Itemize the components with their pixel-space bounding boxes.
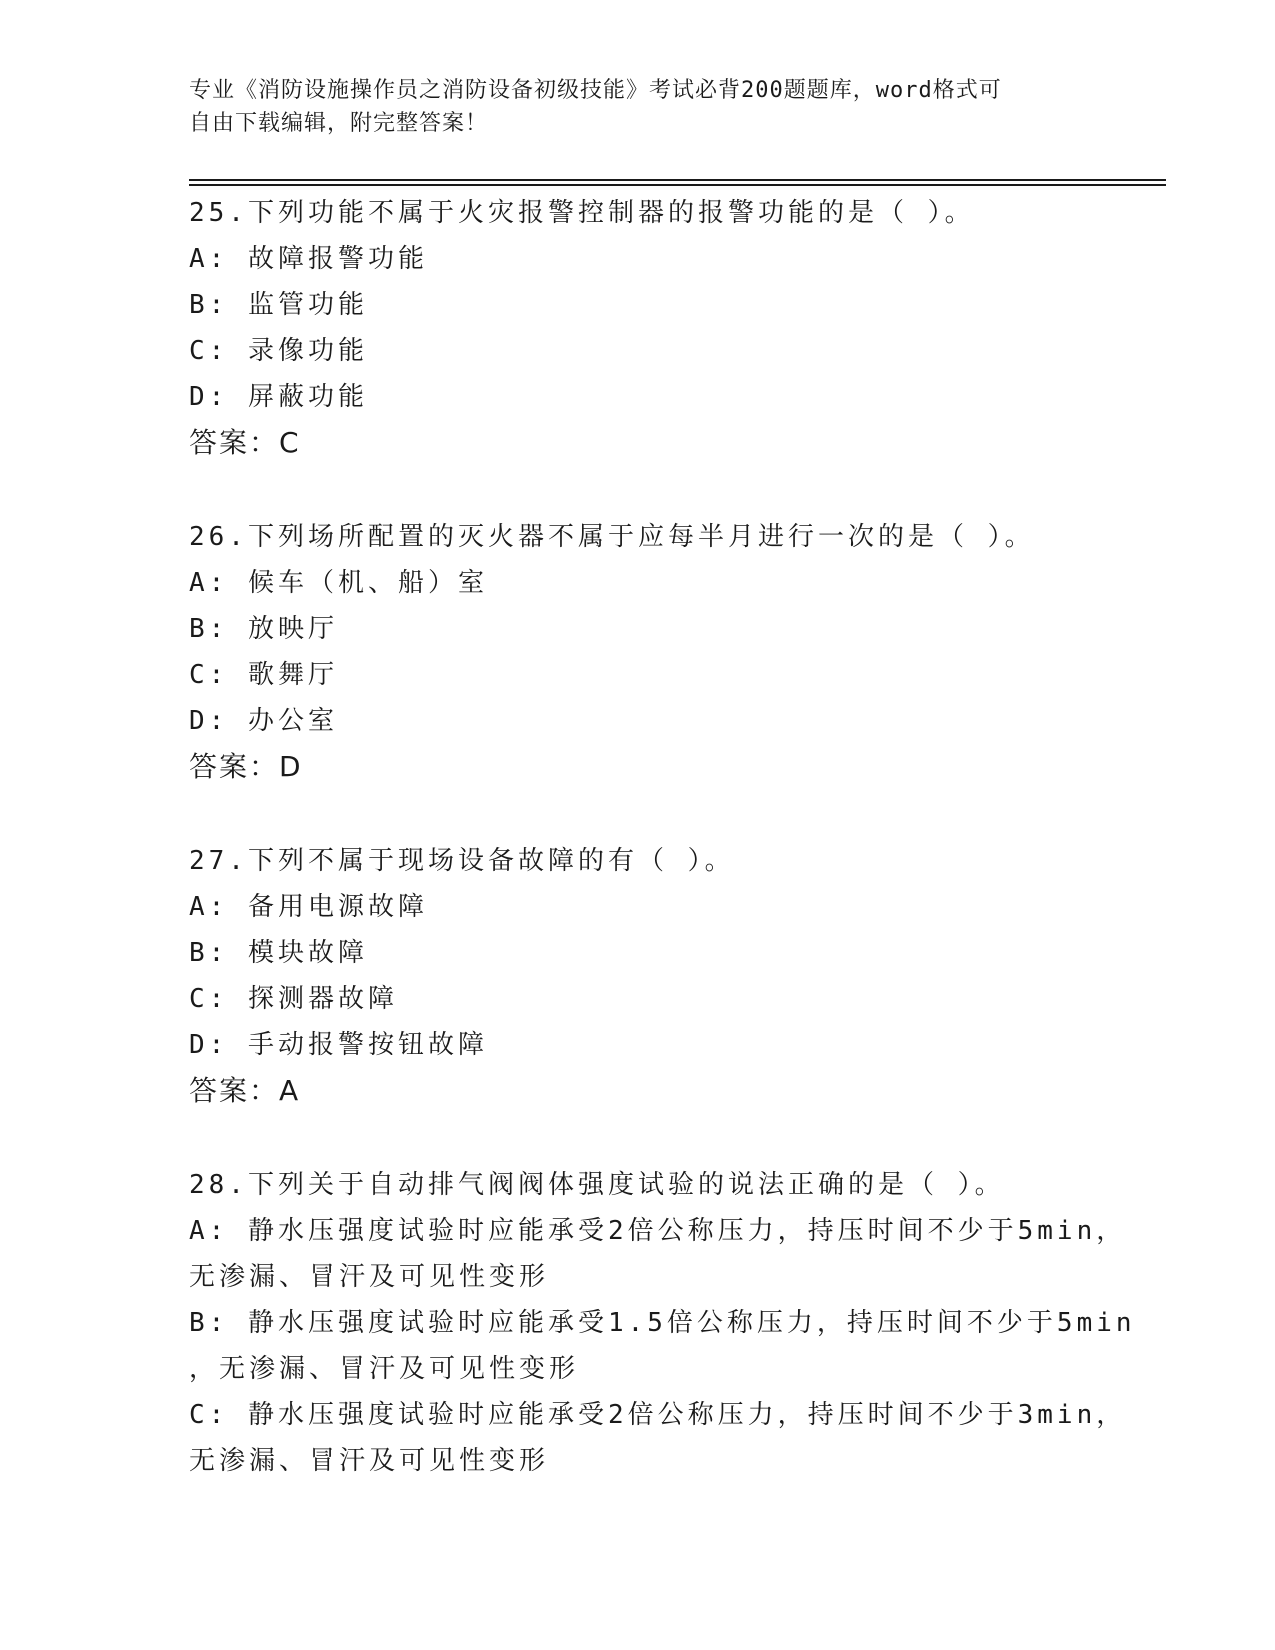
option-a: A: 静水压强度试验时应能承受2倍公称压力，持压时间不少于5min， [189,1216,1127,1246]
answer: 答案：D [189,750,303,783]
question-list [189,190,1136,1532]
option-b: B: 静水压强度试验时应能承受1.5倍公称压力，持压时间不少于5min [189,1308,1136,1338]
option-b: B: 放映厅 [189,614,338,644]
question-28 [189,1162,1136,1484]
question-27 [189,838,1089,1114]
option-d: D: 办公室 [189,706,338,736]
option-a-continued: 无渗漏、冒汗及可见性变形 [189,1262,550,1292]
option-b: B: 监管功能 [189,290,368,320]
question-stem: 28.下列关于自动排气阀阀体强度试验的说法正确的是（ ）。 [189,1170,1005,1200]
answer: 答案：A [189,1074,301,1107]
question-stem: 25.下列功能不属于火灾报警控制器的报警功能的是（ ）。 [189,198,975,228]
option-c: C: 静水压强度试验时应能承受2倍公称压力，持压时间不少于3min， [189,1400,1127,1430]
header-divider-top [189,179,1166,181]
option-a: A: 故障报警功能 [189,244,428,274]
option-b-continued: ，无渗漏、冒汗及可见性变形 [189,1354,580,1384]
option-b: B: 模块故障 [189,938,368,968]
answer: 答案：C [189,426,301,459]
header-line-2: 自由下载编辑，附完整答案！ [189,111,489,136]
question-stem: 26.下列场所配置的灭火器不属于应每半月进行一次的是（ ）。 [189,522,1035,552]
option-c: C: 录像功能 [189,336,368,366]
document-header [189,74,1089,140]
option-d: D: 屏蔽功能 [189,382,368,412]
option-a: A: 候车（机、船）室 [189,568,488,598]
option-c: C: 探测器故障 [189,984,398,1014]
option-d: D: 手动报警按钮故障 [189,1030,488,1060]
header-line-1: 专业《消防设施操作员之消防设备初级技能》考试必背200题题库，word格式可 [189,78,1002,103]
header-divider-bottom [189,184,1166,186]
option-a: A: 备用电源故障 [189,892,428,922]
question-stem: 27.下列不属于现场设备故障的有（ ）。 [189,846,735,876]
option-c: C: 歌舞厅 [189,660,338,690]
question-25 [189,190,1089,466]
option-c-continued: 无渗漏、冒汗及可见性变形 [189,1446,550,1476]
question-26 [189,514,1089,790]
